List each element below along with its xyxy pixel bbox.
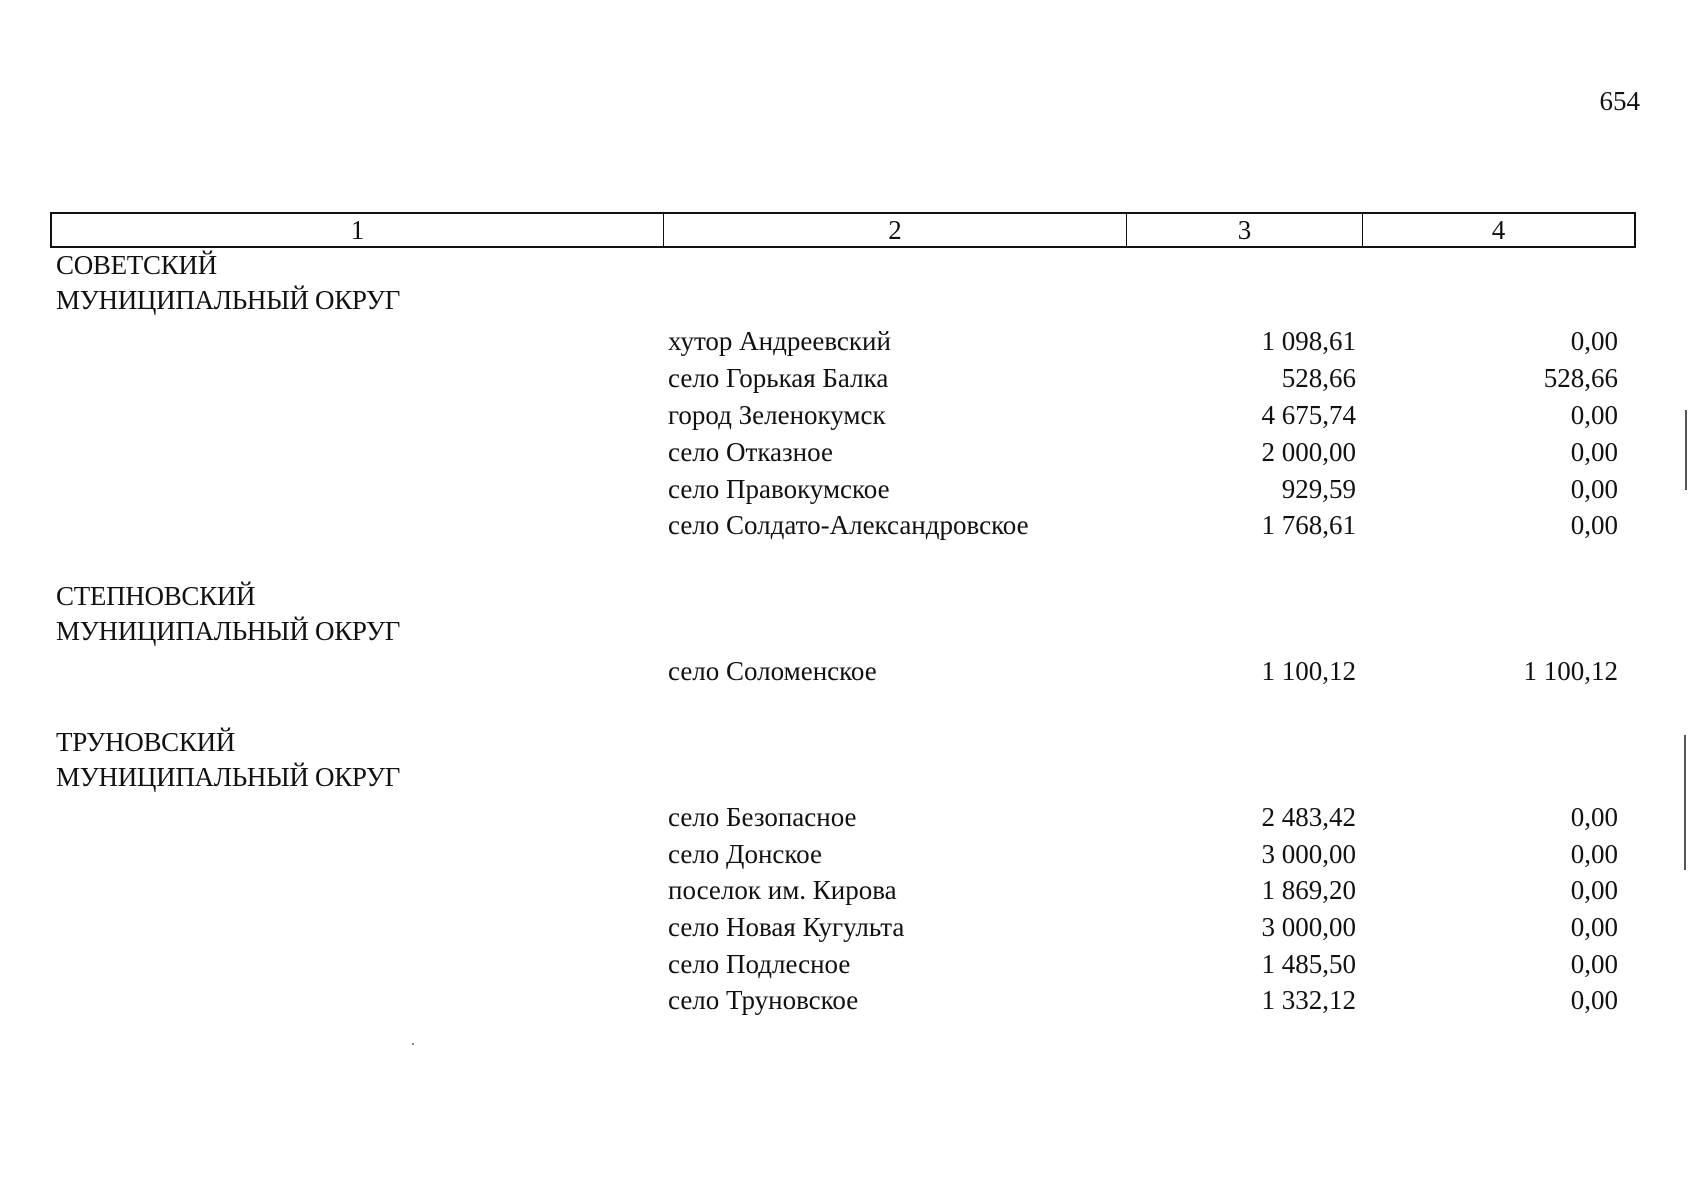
settlement-name: село Правокумское — [668, 474, 890, 504]
settlement-name: село Горькая Балка — [668, 363, 889, 393]
page-number: 654 — [1599, 86, 1640, 116]
district-title-line1: СОВЕТСКИЙ — [56, 250, 217, 280]
header-cell-1: 1 — [350, 214, 365, 245]
settlement-name: поселок им. Кирова — [668, 875, 897, 905]
district-title-line2: МУНИЦИПАЛЬНЫЙ ОКРУГ — [56, 762, 401, 792]
settlement-name: село Безопасное — [668, 802, 857, 832]
col3-value: 2 000,00 — [1261, 437, 1356, 467]
col3-value: 1 485,50 — [1261, 949, 1356, 979]
settlement-name: село Новая Кугульта — [668, 912, 905, 942]
table-row — [0, 434, 1690, 470]
table-row — [0, 836, 1690, 872]
settlement-name: село Донское — [668, 839, 822, 869]
table-row — [0, 507, 1690, 543]
table-row — [0, 946, 1690, 982]
settlement-name: село Подлесное — [668, 949, 851, 979]
col4-value: 0,00 — [1570, 510, 1618, 540]
col4-value: 528,66 — [1543, 363, 1618, 393]
col3-value: 929,59 — [1281, 474, 1356, 504]
district-title-sovetsky — [56, 248, 400, 318]
col4-value: 0,00 — [1570, 875, 1618, 905]
col4-value: 0,00 — [1570, 326, 1618, 356]
table-row — [0, 982, 1690, 1018]
scan-artifact-dot — [412, 1043, 414, 1045]
district-title-line1: ТРУНОВСКИЙ — [56, 727, 235, 757]
district-title-trunovsky — [56, 725, 400, 795]
header-cell-2: 2 — [663, 214, 1126, 246]
table-row — [0, 653, 1690, 689]
col4-value: 0,00 — [1570, 400, 1618, 430]
col3-value: 1 768,61 — [1261, 510, 1356, 540]
settlement-name: хутор Андреевский — [668, 326, 891, 356]
settlement-name: город Зеленокумск — [668, 400, 886, 430]
district-title-stepnovsky — [56, 579, 400, 649]
col3-value: 4 675,74 — [1261, 400, 1356, 430]
col3-value: 1 332,12 — [1261, 985, 1356, 1015]
col4-value: 0,00 — [1570, 474, 1618, 504]
table-row — [0, 397, 1690, 433]
col4-value: 0,00 — [1570, 985, 1618, 1015]
header-cell-4: 4 — [1362, 214, 1634, 246]
district-title-line2: МУНИЦИПАЛЬНЫЙ ОКРУГ — [56, 285, 401, 315]
col3-value: 1 869,20 — [1261, 875, 1356, 905]
col4-value: 0,00 — [1570, 949, 1618, 979]
table-row — [0, 323, 1690, 359]
col3-value: 2 483,42 — [1261, 802, 1356, 832]
col4-value: 0,00 — [1570, 839, 1618, 869]
table-row — [0, 471, 1690, 507]
col3-value: 3 000,00 — [1261, 912, 1356, 942]
table-row — [0, 360, 1690, 396]
header-cell-3: 3 — [1126, 214, 1362, 246]
scan-artifact-line — [1685, 410, 1687, 490]
col3-value: 1 098,61 — [1261, 326, 1356, 356]
settlement-name: село Солдато-Александровское — [668, 510, 1029, 540]
col4-value: 1 100,12 — [1523, 656, 1618, 686]
col3-value: 528,66 — [1281, 363, 1356, 393]
col3-value: 3 000,00 — [1261, 839, 1356, 869]
district-title-line2: МУНИЦИПАЛЬНЫЙ ОКРУГ — [56, 616, 401, 646]
table-row — [0, 799, 1690, 835]
table-row — [0, 872, 1690, 908]
district-title-line1: СТЕПНОВСКИЙ — [56, 581, 256, 611]
settlement-name: село Соломенское — [668, 656, 877, 686]
settlement-name: село Отказное — [668, 437, 833, 467]
col4-value: 0,00 — [1570, 912, 1618, 942]
table-row — [0, 909, 1690, 945]
col4-value: 0,00 — [1570, 437, 1618, 467]
settlement-name: село Труновское — [668, 985, 859, 1015]
table-header — [50, 212, 1636, 248]
col4-value: 0,00 — [1570, 802, 1618, 832]
col3-value: 1 100,12 — [1261, 656, 1356, 686]
scan-artifact-line — [1684, 735, 1686, 870]
